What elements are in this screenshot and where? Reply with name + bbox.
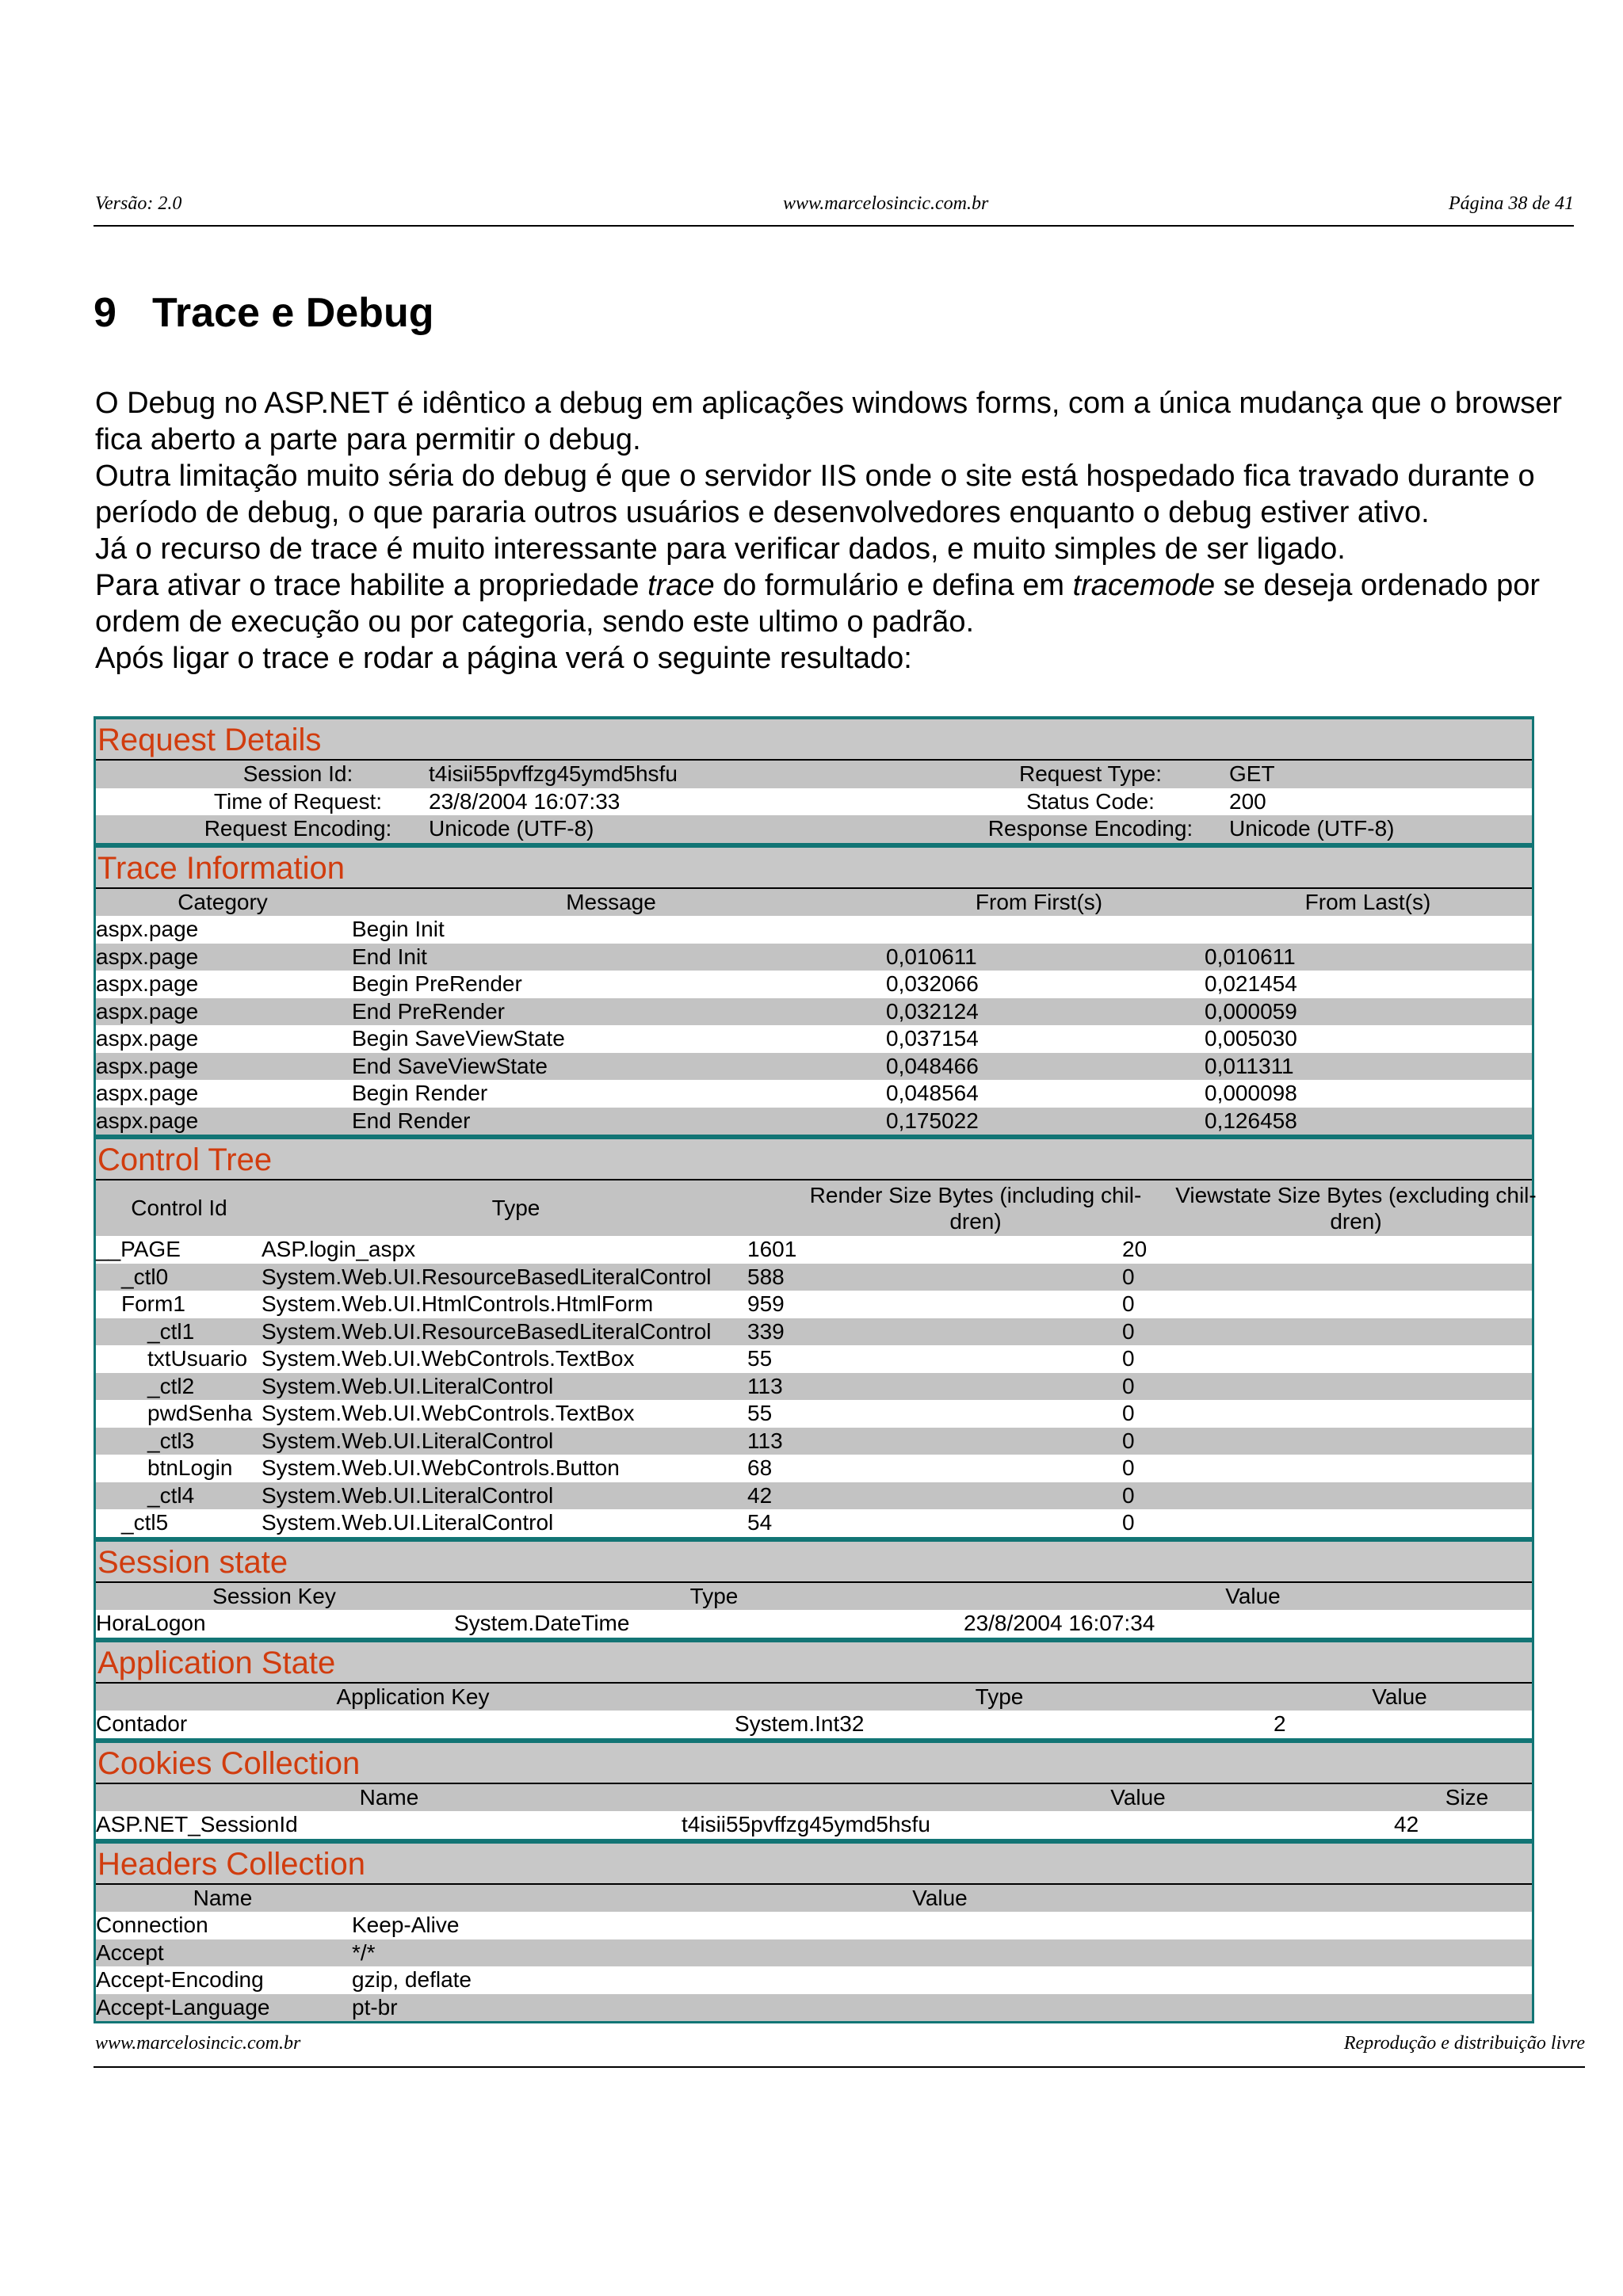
viewstate-size: 0 <box>1122 1455 1135 1480</box>
application-value: 2 <box>1274 1711 1286 1736</box>
detail-value: t4isii55pvffzg45ymd5hsfu <box>429 761 678 786</box>
viewstate-size: 0 <box>1122 1428 1135 1453</box>
application-key: Contador <box>96 1711 188 1736</box>
control-tree-row <box>96 1482 1532 1510</box>
control-type: ASP.login_aspx <box>262 1237 416 1261</box>
version-label: Versão: 2.0 <box>95 193 182 214</box>
trace-row <box>96 971 1532 998</box>
headers-collection-row <box>96 1939 1532 1967</box>
footer-site-url: www.marcelosincic.com.br <box>95 2033 301 2054</box>
trace-row <box>96 1080 1532 1108</box>
session-state-row <box>96 1610 1532 1638</box>
column-header: Application Key <box>336 1684 490 1709</box>
trace-category: aspx.page <box>96 1026 199 1051</box>
trace-message: End Render <box>352 1108 471 1133</box>
control-tree-row <box>96 1318 1532 1346</box>
viewstate-size-header-line-1: Viewstate Size Bytes (excluding chil- <box>1175 1183 1537 1207</box>
detail-label: Response Encoding: <box>987 816 1193 841</box>
control-type: System.Web.UI.LiteralControl <box>262 1482 554 1508</box>
render-size: 68 <box>747 1455 773 1480</box>
render-size-header-line-1: Render Size Bytes (including chil- <box>809 1183 1142 1207</box>
trace-from-first: 0,010611 <box>886 944 977 969</box>
trace-category: aspx.page <box>96 1081 199 1105</box>
paragraph-4 <box>95 567 1569 640</box>
cookie-name: ASP.NET_SessionId <box>96 1812 298 1836</box>
trace-information-title: Trace Information <box>96 848 1532 889</box>
control-tree-row <box>96 1455 1532 1482</box>
column-header: Session Key <box>212 1583 336 1608</box>
control-tree-row <box>96 1400 1532 1428</box>
viewstate-size: 0 <box>1122 1346 1135 1371</box>
column-header: Message <box>566 889 656 914</box>
control-tree-row <box>96 1428 1532 1455</box>
cookies-collection-header <box>96 1784 1532 1812</box>
control-tree-row <box>96 1264 1532 1291</box>
render-size: 588 <box>747 1264 785 1289</box>
application-state-title: Application State <box>96 1642 1532 1684</box>
control-tree-row <box>96 1509 1532 1537</box>
trace-row <box>96 1108 1532 1135</box>
viewstate-size: 0 <box>1122 1482 1135 1508</box>
control-id: _ctl1 <box>147 1318 195 1344</box>
trace-category: aspx.page <box>96 917 199 941</box>
control-type: System.Web.UI.WebControls.Button <box>262 1455 620 1480</box>
paragraph-1: O Debug no ASP.NET é idêntico a debug em aplicações windows forms, com a única mudança que o browser fica aberto a parte para permitir o debug. <box>95 387 1563 456</box>
control-id: btnLogin <box>147 1455 233 1480</box>
trace-from-last: 0,000059 <box>1205 998 1297 1024</box>
paragraph-2: Outra limitação muito séria do debug é que o servidor IIS onde o site está hospedado fica travado durante o período de debug, o que pararia outros usuários e desenvolvedores enquanto o debug estiver ativo. <box>95 460 1535 529</box>
headers-collection-title: Headers Collection <box>96 1844 1532 1885</box>
trace-keyword: trace <box>647 569 715 602</box>
header-name: Accept-Language <box>96 1994 270 2019</box>
application-type: System.Int32 <box>735 1711 865 1736</box>
section-number: 9 <box>94 290 116 336</box>
cookie-value: t4isii55pvffzg45ymd5hsfu <box>682 1812 930 1836</box>
trace-information-header <box>96 889 1532 917</box>
trace-row <box>96 1025 1532 1053</box>
trace-from-first: 0,037154 <box>886 1026 979 1051</box>
trace-from-last: 0,011311 <box>1205 1053 1294 1078</box>
column-header: Category <box>178 889 268 914</box>
section-title: Trace e Debug <box>152 290 434 336</box>
column-header: Name <box>193 1885 253 1910</box>
session-state-header <box>96 1583 1532 1611</box>
column-header: Value <box>1225 1583 1281 1608</box>
header-value: pt-br <box>352 1994 398 2019</box>
viewstate-size: 0 <box>1122 1264 1135 1289</box>
detail-value: 200 <box>1229 788 1266 814</box>
trace-message: End PreRender <box>352 998 506 1024</box>
session-type: System.DateTime <box>454 1611 630 1635</box>
column-header: Size <box>1445 1784 1489 1810</box>
column-header: Type <box>491 1196 540 1220</box>
viewstate-size: 0 <box>1122 1401 1135 1425</box>
control-tree-row <box>96 1373 1532 1401</box>
detail-value: 23/8/2004 16:07:33 <box>429 788 621 814</box>
trace-message: End Init <box>352 944 427 969</box>
headers-collection-row <box>96 1966 1532 1994</box>
control-tree-row <box>96 1345 1532 1373</box>
trace-from-last: 0,005030 <box>1205 1026 1297 1051</box>
application-state-row <box>96 1711 1532 1738</box>
control-type: System.Web.UI.LiteralControl <box>262 1373 554 1398</box>
body-text <box>95 385 1569 677</box>
header-name: Accept <box>96 1939 164 1965</box>
detail-label: Request Type: <box>1018 761 1163 786</box>
control-id: _ctl3 <box>147 1428 195 1453</box>
trace-message: Begin Init <box>352 917 445 941</box>
header-value: Keep-Alive <box>352 1913 460 1937</box>
page-footer <box>94 2025 1585 2068</box>
control-type: System.Web.UI.LiteralControl <box>262 1428 554 1453</box>
cookie-size: 42 <box>1394 1812 1419 1836</box>
render-size: 339 <box>747 1318 785 1344</box>
footer-license: Reprodução e distribuição livre <box>1343 2033 1585 2054</box>
control-id: __PAGE <box>96 1237 181 1261</box>
trace-category: aspx.page <box>96 1053 199 1078</box>
header-value: gzip, deflate <box>352 1967 472 1992</box>
cookies-collection-title: Cookies Collection <box>96 1743 1532 1784</box>
column-header: Control Id <box>131 1196 227 1220</box>
control-id: _ctl4 <box>147 1482 195 1508</box>
control-tree-row <box>96 1236 1532 1264</box>
trace-message: End SaveViewState <box>352 1053 548 1078</box>
trace-row <box>96 944 1532 971</box>
render-size: 42 <box>747 1482 773 1508</box>
control-id: _ctl5 <box>121 1510 169 1535</box>
control-type: System.Web.UI.ResourceBasedLiteralControl <box>262 1318 712 1344</box>
viewstate-size-header-line-2: dren) <box>1330 1209 1382 1234</box>
trace-from-last: 0,000098 <box>1205 1081 1297 1105</box>
page-number: Página 38 de 41 <box>1449 193 1574 214</box>
trace-from-last: 0,126458 <box>1205 1108 1297 1133</box>
render-size: 959 <box>747 1291 785 1316</box>
viewstate-size: 0 <box>1122 1291 1135 1316</box>
viewstate-size: 20 <box>1122 1237 1148 1261</box>
control-tree-title: Control Tree <box>96 1139 1532 1180</box>
trace-row <box>96 916 1532 944</box>
request-details-title: Request Details <box>96 719 1532 761</box>
column-header: Type <box>689 1583 739 1608</box>
request-details-row <box>96 815 1532 843</box>
control-type: System.Web.UI.WebControls.TextBox <box>262 1401 635 1425</box>
control-tree-row <box>96 1291 1532 1318</box>
control-type: System.Web.UI.HtmlControls.HtmlForm <box>262 1291 654 1316</box>
trace-category: aspx.page <box>96 944 199 969</box>
column-header: Type <box>975 1684 1024 1709</box>
column-header: Value <box>1110 1784 1166 1810</box>
column-header: Value <box>912 1885 968 1910</box>
header-site-url: www.marcelosincic.com.br <box>783 193 989 214</box>
trace-from-first: 0,032124 <box>886 998 979 1024</box>
detail-value: Unicode (UTF-8) <box>429 816 594 841</box>
control-id: pwdSenha <box>147 1401 253 1425</box>
column-header: Name <box>359 1784 419 1810</box>
application-state-header <box>96 1684 1532 1711</box>
trace-from-first: 0,175022 <box>886 1108 979 1133</box>
detail-label: Request Encoding: <box>204 816 392 841</box>
headers-collection-row <box>96 1912 1532 1939</box>
control-type: System.Web.UI.ResourceBasedLiteralControl <box>262 1264 712 1289</box>
trace-from-first: 0,048466 <box>886 1053 979 1078</box>
render-size: 113 <box>747 1428 783 1453</box>
viewstate-size: 0 <box>1122 1373 1135 1398</box>
render-size: 1601 <box>747 1237 797 1261</box>
trace-category: aspx.page <box>96 971 199 996</box>
control-id: _ctl2 <box>147 1373 195 1398</box>
control-id: Form1 <box>121 1291 185 1316</box>
paragraph-4-part-b: do formulário e defina em <box>714 569 1073 602</box>
render-size: 54 <box>747 1510 773 1535</box>
column-header: Value <box>1372 1684 1427 1709</box>
trace-message: Begin Render <box>352 1081 488 1105</box>
headers-collection-header <box>96 1885 1532 1913</box>
column-header: From Last(s) <box>1304 889 1431 914</box>
detail-value: GET <box>1229 761 1275 786</box>
viewstate-size: 0 <box>1122 1510 1135 1535</box>
detail-label: Session Id: <box>242 761 353 786</box>
control-type: System.Web.UI.WebControls.TextBox <box>262 1346 635 1371</box>
detail-label: Status Code: <box>1026 788 1155 814</box>
paragraph-4-part-a: Para ativar o trace habilite a propriedade <box>95 569 648 602</box>
trace-from-first: 0,032066 <box>886 971 979 996</box>
page-header <box>94 189 1574 227</box>
header-name: Accept-Encoding <box>96 1967 264 1992</box>
trace-message: Begin SaveViewState <box>352 1026 565 1051</box>
paragraph-4-part-c: se deseja ordenado por ordem de execução ou por categoria, sendo este ultimo o padrão. <box>95 569 1540 639</box>
cookies-collection-row <box>96 1811 1532 1839</box>
tracemode-keyword: tracemode <box>1072 569 1216 602</box>
trace-output <box>94 716 1537 2023</box>
session-state-title: Session state <box>96 1542 1532 1583</box>
control-id: txtUsuario <box>147 1346 248 1371</box>
section-heading <box>94 289 433 337</box>
render-size: 113 <box>747 1373 783 1398</box>
paragraph-3: Já o recurso de trace é muito interessante para verificar dados, e muito simples de ser ligado. <box>95 532 1346 566</box>
request-details-row <box>96 761 1532 788</box>
session-value: 23/8/2004 16:07:34 <box>964 1611 1155 1635</box>
session-key: HoraLogon <box>96 1611 206 1635</box>
control-tree-header <box>96 1180 1537 1236</box>
trace-from-first: 0,048564 <box>886 1081 979 1105</box>
column-header: From First(s) <box>975 889 1103 914</box>
trace-row <box>96 998 1532 1026</box>
trace-row <box>96 1053 1532 1081</box>
detail-value: Unicode (UTF-8) <box>1229 816 1395 841</box>
render-size-header-line-2: dren) <box>949 1209 1002 1234</box>
detail-label: Time of Request: <box>213 788 383 814</box>
trace-message: Begin PreRender <box>352 971 522 996</box>
viewstate-size: 0 <box>1122 1318 1135 1344</box>
paragraph-5: Após ligar o trace e rodar a página verá o seguinte resultado: <box>95 642 912 675</box>
render-size: 55 <box>747 1401 773 1425</box>
header-name: Connection <box>96 1913 208 1937</box>
request-details-row <box>96 788 1532 816</box>
header-value: */* <box>352 1939 376 1965</box>
control-type: System.Web.UI.LiteralControl <box>262 1510 554 1535</box>
trace-from-last: 0,021454 <box>1205 971 1297 996</box>
trace-category: aspx.page <box>96 998 199 1024</box>
column-header-viewstate <box>1118 1182 1594 1234</box>
control-id: _ctl0 <box>121 1264 169 1289</box>
render-size: 55 <box>747 1346 773 1371</box>
trace-category: aspx.page <box>96 1108 199 1133</box>
trace-from-last: 0,010611 <box>1205 944 1296 969</box>
headers-collection-row <box>96 1994 1532 2022</box>
